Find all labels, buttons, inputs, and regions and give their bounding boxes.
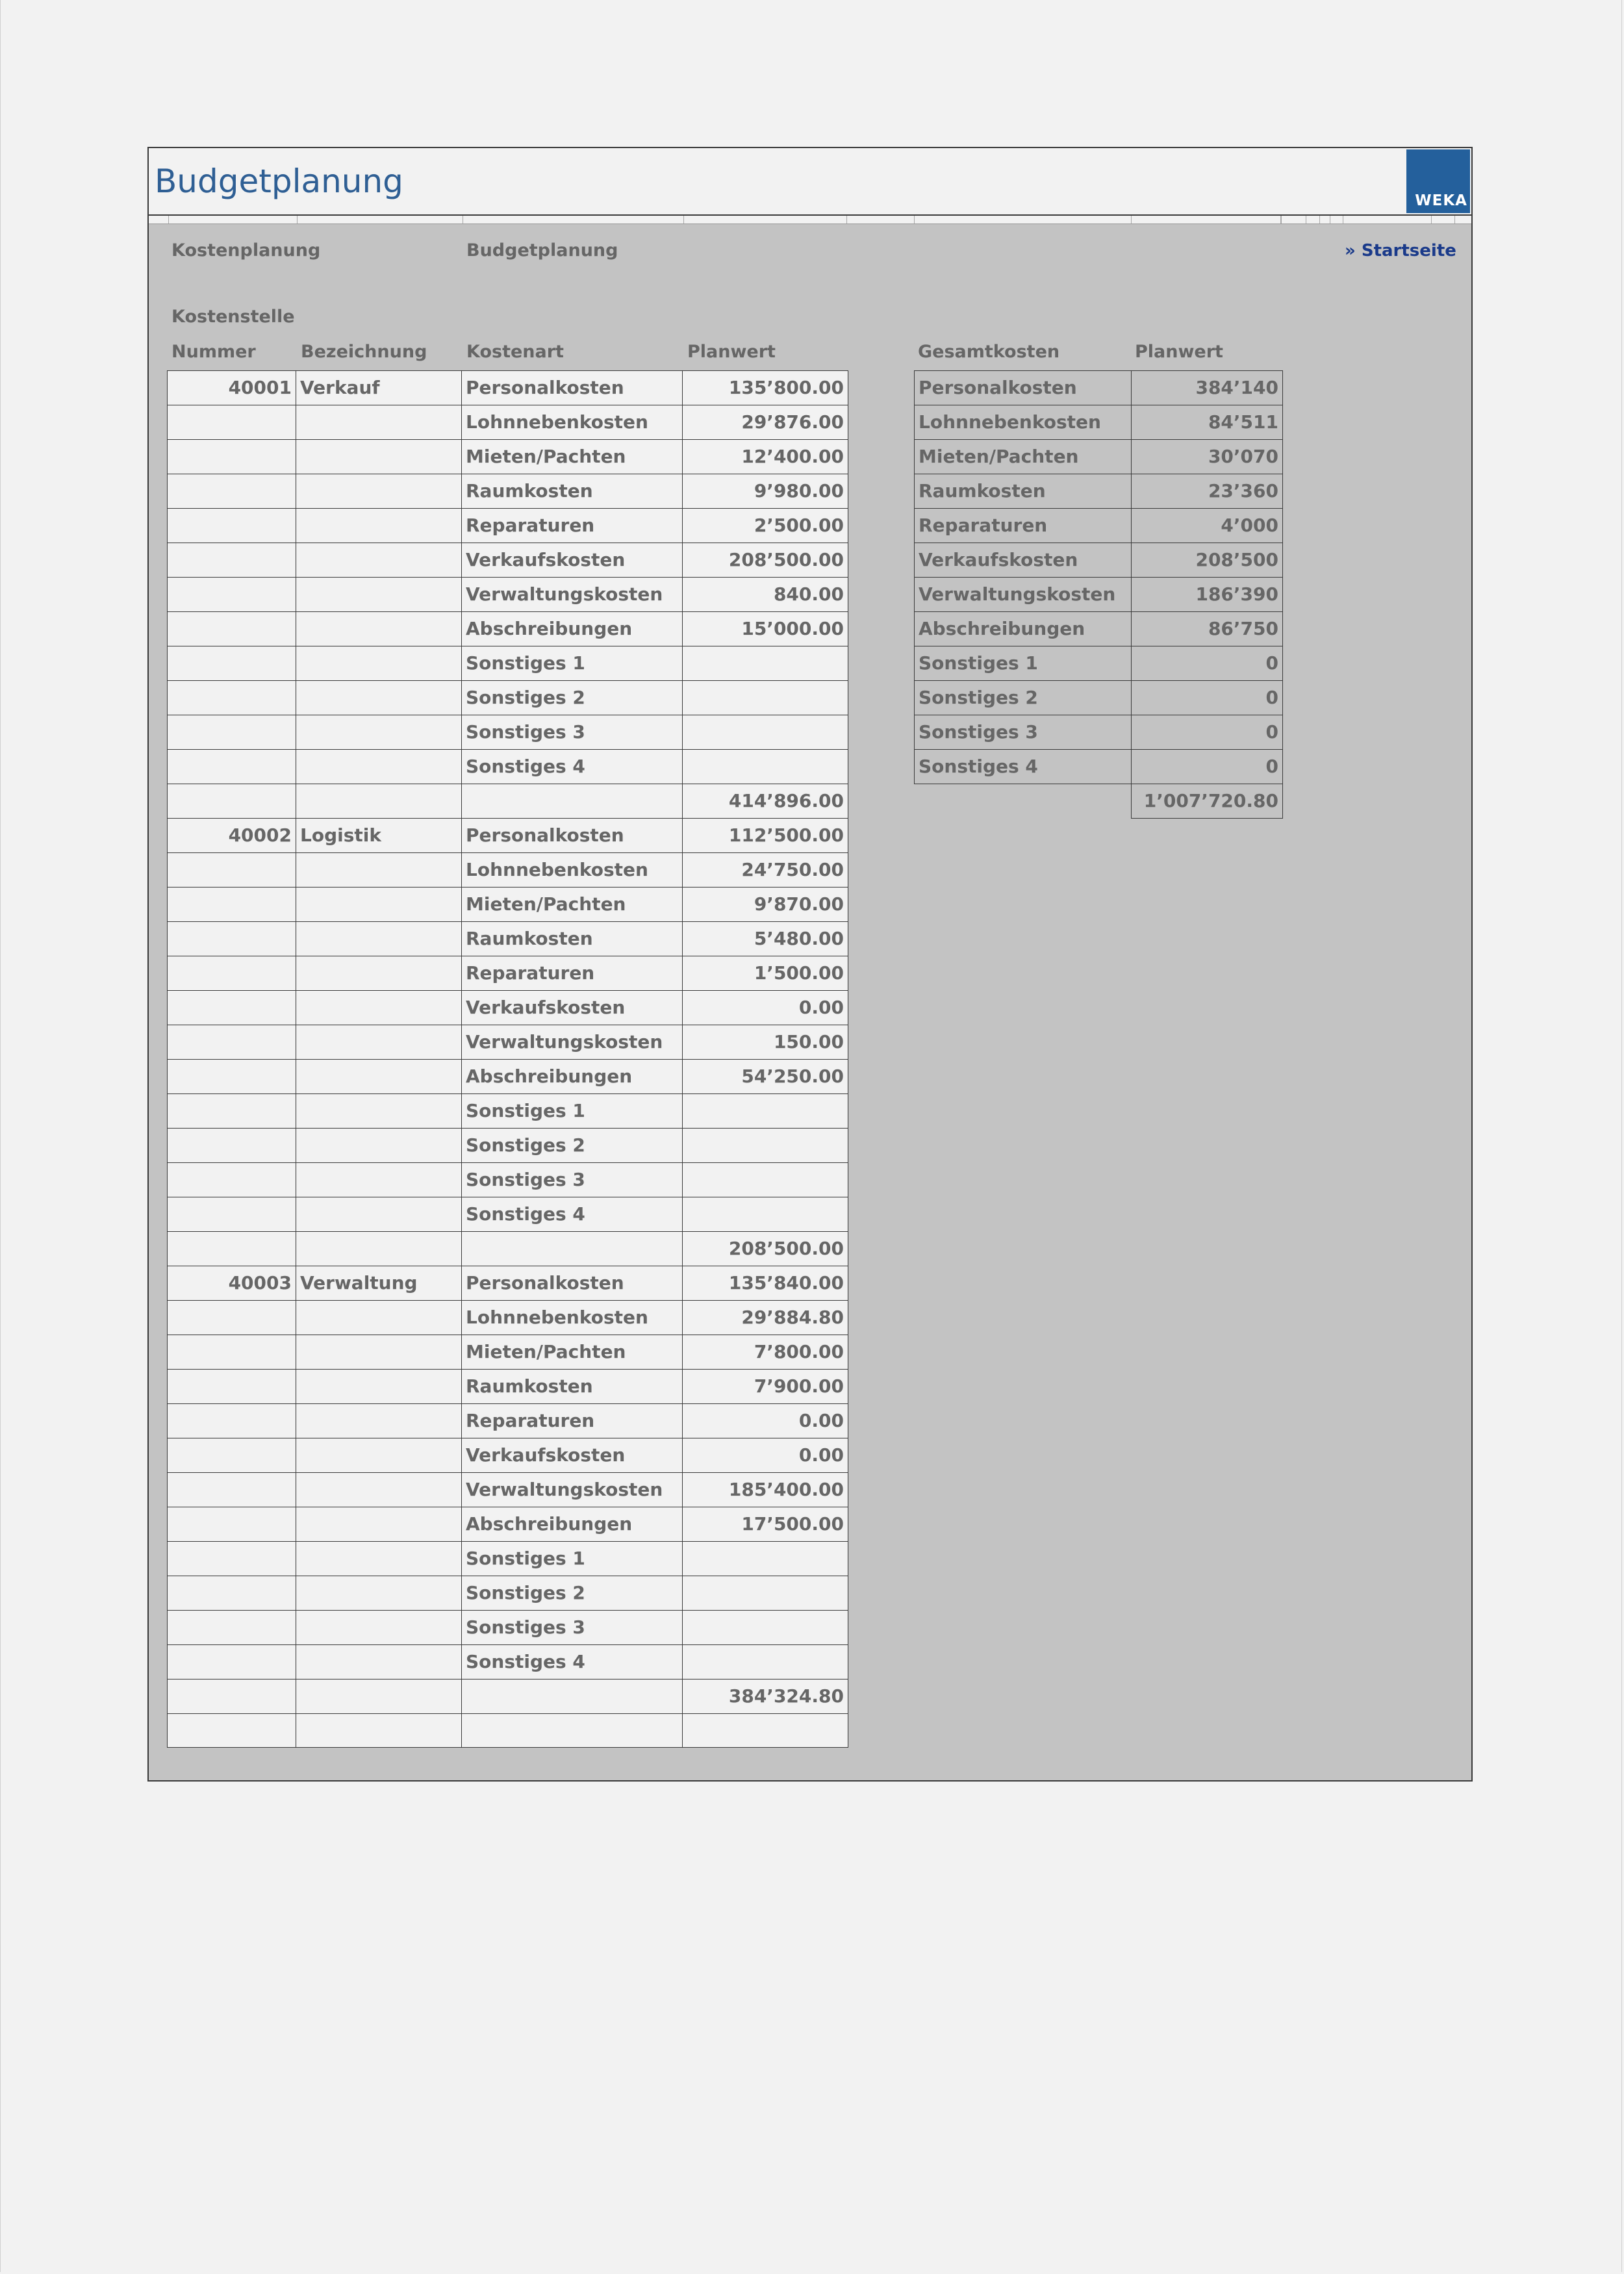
bezeichnung-cell[interactable] (296, 612, 462, 646)
planwert-cell[interactable]: 54’250.00 (683, 1060, 848, 1094)
planwert-cell[interactable] (683, 750, 848, 784)
nummer-cell[interactable] (168, 578, 296, 612)
kostenart-cell: Verwaltungskosten (462, 578, 683, 612)
table-row (168, 509, 848, 543)
nummer-cell[interactable] (168, 853, 296, 888)
total-planwert-cell: 84’511 (1132, 405, 1283, 440)
subtotal-cell: 414’896.00 (683, 784, 848, 819)
total-row (915, 681, 1283, 715)
kostenart-cell: Raumkosten (462, 922, 683, 956)
total-row (915, 440, 1283, 474)
nummer-cell[interactable]: 40001 (168, 371, 296, 405)
planwert-cell[interactable]: 208’500.00 (683, 543, 848, 578)
planwert-cell[interactable]: 17’500.00 (683, 1507, 848, 1542)
bezeichnung-cell[interactable] (296, 474, 462, 509)
nummer-cell[interactable] (168, 1645, 296, 1680)
bezeichnung-cell[interactable] (296, 1060, 462, 1094)
subtotal-cell: 208’500.00 (683, 1232, 848, 1266)
page-title: Budgetplanung (155, 162, 403, 200)
weka-logo (1406, 149, 1470, 213)
bezeichnung-cell[interactable] (296, 750, 462, 784)
bezeichnung-cell[interactable] (296, 1611, 462, 1645)
kostenart-cell: Sonstiges 3 (462, 715, 683, 750)
planwert-cell[interactable] (683, 715, 848, 750)
kostenart-cell: Abschreibungen (462, 1507, 683, 1542)
bezeichnung-cell[interactable] (296, 1507, 462, 1542)
column-header-kostenart: Kostenart (466, 342, 564, 362)
bezeichnung-cell[interactable] (296, 543, 462, 578)
planwert-cell[interactable] (683, 1576, 848, 1611)
total-planwert-cell: 0 (1132, 646, 1283, 681)
planwert-cell[interactable] (683, 1714, 848, 1748)
total-planwert-cell: 384’140 (1132, 371, 1283, 405)
bezeichnung-cell[interactable] (296, 1370, 462, 1404)
kostenart-cell: Reparaturen (462, 509, 683, 543)
kostenart-cell: Verkaufskosten (462, 1438, 683, 1473)
planwert-cell[interactable]: 7’800.00 (683, 1335, 848, 1370)
total-row (915, 612, 1283, 646)
kostenart-cell: Verkaufskosten (462, 991, 683, 1025)
kostenart-cell: Personalkosten (462, 819, 683, 853)
total-row (915, 405, 1283, 440)
total-kostenart-cell: Personalkosten (915, 371, 1132, 405)
nummer-cell[interactable] (168, 888, 296, 922)
kostenart-cell: Sonstiges 1 (462, 1094, 683, 1129)
kostenart-cell (462, 1680, 683, 1714)
kostenart-cell: Raumkosten (462, 1370, 683, 1404)
nummer-cell[interactable] (168, 1301, 296, 1335)
bezeichnung-cell[interactable] (296, 681, 462, 715)
bezeichnung-cell[interactable] (296, 405, 462, 440)
total-kostenart-cell: Abschreibungen (915, 612, 1132, 646)
table-row (168, 922, 848, 956)
table-row (168, 1473, 848, 1507)
budget-sheet (147, 147, 1473, 1782)
kostenart-cell: Sonstiges 2 (462, 1129, 683, 1163)
table-row (168, 1266, 848, 1301)
bezeichnung-cell[interactable] (296, 1404, 462, 1438)
planwert-cell[interactable] (683, 646, 848, 681)
total-kostenart-cell: Raumkosten (915, 474, 1132, 509)
planwert-cell[interactable]: 150.00 (683, 1025, 848, 1060)
total-planwert-cell: 0 (1132, 750, 1283, 784)
nummer-cell[interactable]: 40003 (168, 1266, 296, 1301)
planwert-cell[interactable]: 7’900.00 (683, 1370, 848, 1404)
planwert-cell[interactable] (683, 1611, 848, 1645)
nummer-cell[interactable] (168, 1370, 296, 1404)
total-kostenart-cell: Lohnnebenkosten (915, 405, 1132, 440)
table-row (168, 956, 848, 991)
nummer-cell[interactable] (168, 1611, 296, 1645)
planwert-cell[interactable]: 29’876.00 (683, 405, 848, 440)
total-row (915, 750, 1283, 784)
planwert-cell[interactable]: 135’840.00 (683, 1266, 848, 1301)
planwert-cell[interactable] (683, 1094, 848, 1129)
kostenart-cell: Sonstiges 4 (462, 1645, 683, 1680)
nummer-cell[interactable] (168, 474, 296, 509)
bezeichnung-cell[interactable] (296, 1714, 462, 1748)
total-costs-table (914, 370, 1283, 819)
planwert-cell[interactable] (683, 1645, 848, 1680)
planwert-cell[interactable] (683, 1542, 848, 1576)
nummer-cell[interactable] (168, 1542, 296, 1576)
bezeichnung-cell[interactable] (296, 1473, 462, 1507)
planwert-cell[interactable]: 9’870.00 (683, 888, 848, 922)
subtotal-row (168, 784, 848, 819)
kostenart-cell: Personalkosten (462, 371, 683, 405)
nummer-cell[interactable] (168, 646, 296, 681)
table-row (168, 440, 848, 474)
kostenart-cell (462, 1232, 683, 1266)
table-row (168, 1576, 848, 1611)
table-row (168, 819, 848, 853)
nummer-cell[interactable] (168, 1473, 296, 1507)
nummer-cell[interactable] (168, 1129, 296, 1163)
kostenart-cell: Sonstiges 3 (462, 1163, 683, 1197)
nummer-cell[interactable] (168, 543, 296, 578)
total-planwert-cell: 86’750 (1132, 612, 1283, 646)
nummer-cell[interactable] (168, 1232, 296, 1266)
kostenart-cell: Sonstiges 1 (462, 646, 683, 681)
total-planwert-cell: 23’360 (1132, 474, 1283, 509)
nummer-cell[interactable] (168, 784, 296, 819)
kostenstelle-label: Kostenstelle (171, 307, 295, 327)
kostenart-cell: Lohnnebenkosten (462, 1301, 683, 1335)
nummer-cell[interactable] (168, 991, 296, 1025)
table-row (168, 474, 848, 509)
total-kostenart-cell: Sonstiges 3 (915, 715, 1132, 750)
bezeichnung-cell[interactable]: Verkauf (296, 371, 462, 405)
nummer-cell[interactable] (168, 1680, 296, 1714)
total-kostenart-cell: Sonstiges 4 (915, 750, 1132, 784)
table-row (168, 1370, 848, 1404)
total-planwert-cell: 0 (1132, 681, 1283, 715)
planwert-cell[interactable]: 135’800.00 (683, 371, 848, 405)
nummer-cell[interactable] (168, 922, 296, 956)
column-header-strip (149, 216, 1471, 224)
bezeichnung-cell[interactable] (296, 1197, 462, 1232)
nummer-cell[interactable] (168, 1094, 296, 1129)
table-row (168, 853, 848, 888)
kostenart-cell: Raumkosten (462, 474, 683, 509)
budgetplanung-label: Budgetplanung (466, 240, 618, 261)
column-header-nummer: Nummer (171, 342, 256, 362)
nummer-cell[interactable] (168, 1576, 296, 1611)
planwert-cell[interactable]: 24’750.00 (683, 853, 848, 888)
nummer-cell[interactable] (168, 1507, 296, 1542)
subtotal-row (168, 1232, 848, 1266)
table-row (168, 1645, 848, 1680)
nummer-cell[interactable] (168, 1025, 296, 1060)
planwert-cell[interactable]: 840.00 (683, 578, 848, 612)
bezeichnung-cell[interactable] (296, 1129, 462, 1163)
table-row (168, 1507, 848, 1542)
planwert-cell[interactable]: 1’500.00 (683, 956, 848, 991)
grand-total-spacer (915, 784, 1132, 819)
bezeichnung-cell[interactable] (296, 440, 462, 474)
kostenart-cell: Lohnnebenkosten (462, 405, 683, 440)
kostenart-cell: Sonstiges 4 (462, 1197, 683, 1232)
total-planwert-cell: 30’070 (1132, 440, 1283, 474)
table-row (168, 578, 848, 612)
bezeichnung-cell[interactable] (296, 1301, 462, 1335)
table-row (168, 681, 848, 715)
kostenart-cell: Mieten/Pachten (462, 440, 683, 474)
table-row (168, 1335, 848, 1370)
bezeichnung-cell[interactable] (296, 1335, 462, 1370)
grand-total-row (915, 784, 1283, 819)
total-costs-table-body (915, 371, 1283, 819)
total-kostenart-cell: Reparaturen (915, 509, 1132, 543)
total-planwert-cell: 208’500 (1132, 543, 1283, 578)
total-row (915, 371, 1283, 405)
empty-entry-row (168, 1714, 848, 1748)
bezeichnung-cell[interactable] (296, 784, 462, 819)
total-row (915, 509, 1283, 543)
cost-center-table-body (168, 371, 848, 1748)
table-row (168, 1611, 848, 1645)
nummer-cell[interactable] (168, 1060, 296, 1094)
planwert-cell[interactable]: 12’400.00 (683, 440, 848, 474)
nummer-cell[interactable] (168, 612, 296, 646)
column-header-gesamtkosten: Gesamtkosten (918, 342, 1060, 362)
planwert-cell[interactable] (683, 1197, 848, 1232)
bezeichnung-cell[interactable] (296, 1542, 462, 1576)
kostenart-cell: Mieten/Pachten (462, 888, 683, 922)
nummer-cell[interactable] (168, 681, 296, 715)
bezeichnung-cell[interactable]: Logistik (296, 819, 462, 853)
bezeichnung-cell[interactable] (296, 1025, 462, 1060)
kostenart-cell: Personalkosten (462, 1266, 683, 1301)
table-row (168, 543, 848, 578)
bezeichnung-cell[interactable] (296, 853, 462, 888)
subtotal-cell: 384’324.80 (683, 1680, 848, 1714)
bezeichnung-cell[interactable] (296, 1163, 462, 1197)
bezeichnung-cell[interactable] (296, 1094, 462, 1129)
total-kostenart-cell: Sonstiges 2 (915, 681, 1132, 715)
total-planwert-cell: 186’390 (1132, 578, 1283, 612)
table-row (168, 1163, 848, 1197)
nummer-cell[interactable] (168, 1335, 296, 1370)
table-row (168, 646, 848, 681)
kostenart-cell: Reparaturen (462, 1404, 683, 1438)
planwert-cell[interactable] (683, 1163, 848, 1197)
bezeichnung-cell[interactable] (296, 509, 462, 543)
bezeichnung-cell[interactable] (296, 1680, 462, 1714)
total-kostenart-cell: Verkaufskosten (915, 543, 1132, 578)
nummer-cell[interactable] (168, 750, 296, 784)
bezeichnung-cell[interactable] (296, 646, 462, 681)
kostenart-cell: Sonstiges 1 (462, 1542, 683, 1576)
table-row (168, 1060, 848, 1094)
nummer-cell[interactable] (168, 715, 296, 750)
nummer-cell[interactable] (168, 1404, 296, 1438)
kostenart-cell: Reparaturen (462, 956, 683, 991)
kostenart-cell: Sonstiges 2 (462, 681, 683, 715)
total-row (915, 543, 1283, 578)
table-row (168, 991, 848, 1025)
planwert-cell[interactable]: 112’500.00 (683, 819, 848, 853)
planwert-cell[interactable]: 2’500.00 (683, 509, 848, 543)
nummer-cell[interactable] (168, 509, 296, 543)
bezeichnung-cell[interactable] (296, 991, 462, 1025)
total-planwert-cell: 4’000 (1132, 509, 1283, 543)
nummer-cell[interactable]: 40002 (168, 819, 296, 853)
kostenart-cell: Abschreibungen (462, 612, 683, 646)
table-row (168, 1404, 848, 1438)
total-kostenart-cell: Mieten/Pachten (915, 440, 1132, 474)
kostenart-cell: Verwaltungskosten (462, 1025, 683, 1060)
kostenart-cell[interactable] (462, 1714, 683, 1748)
total-row (915, 474, 1283, 509)
kostenart-cell: Verwaltungskosten (462, 1473, 683, 1507)
nummer-cell[interactable] (168, 1197, 296, 1232)
bezeichnung-cell[interactable] (296, 1438, 462, 1473)
planwert-cell[interactable]: 5’480.00 (683, 922, 848, 956)
kostenart-cell: Verkaufskosten (462, 543, 683, 578)
nummer-cell[interactable] (168, 1438, 296, 1473)
kostenart-cell: Sonstiges 3 (462, 1611, 683, 1645)
kostenart-cell: Abschreibungen (462, 1060, 683, 1094)
planwert-cell[interactable]: 185’400.00 (683, 1473, 848, 1507)
bezeichnung-cell[interactable] (296, 1576, 462, 1611)
bezeichnung-cell[interactable] (296, 956, 462, 991)
total-row (915, 646, 1283, 681)
column-header-planwert: Planwert (687, 342, 776, 362)
total-kostenart-cell: Sonstiges 1 (915, 646, 1132, 681)
table-row (168, 888, 848, 922)
kostenart-cell: Lohnnebenkosten (462, 853, 683, 888)
column-header-bezeichnung: Bezeichnung (301, 342, 427, 362)
bezeichnung-cell[interactable] (296, 1232, 462, 1266)
bezeichnung-cell[interactable] (296, 1645, 462, 1680)
kostenart-cell: Mieten/Pachten (462, 1335, 683, 1370)
table-row (168, 371, 848, 405)
planwert-cell[interactable]: 9’980.00 (683, 474, 848, 509)
bezeichnung-cell[interactable]: Verwaltung (296, 1266, 462, 1301)
weka-logo-text: WEKA (1415, 192, 1467, 209)
nummer-cell[interactable] (168, 440, 296, 474)
total-row (915, 578, 1283, 612)
subtotal-row (168, 1680, 848, 1714)
planwert-cell[interactable]: 29’884.80 (683, 1301, 848, 1335)
bezeichnung-cell[interactable] (296, 715, 462, 750)
table-row (168, 1438, 848, 1473)
sheet-header (149, 148, 1471, 216)
grand-total-cell: 1’007’720.80 (1132, 784, 1283, 819)
total-planwert-cell: 0 (1132, 715, 1283, 750)
table-row (168, 750, 848, 784)
planwert-cell[interactable]: 0.00 (683, 991, 848, 1025)
table-row (168, 715, 848, 750)
table-row (168, 1542, 848, 1576)
nummer-cell[interactable] (168, 1163, 296, 1197)
table-row (168, 405, 848, 440)
nummer-cell[interactable] (168, 1714, 296, 1748)
kostenart-cell: Sonstiges 2 (462, 1576, 683, 1611)
total-row (915, 715, 1283, 750)
kostenart-cell (462, 784, 683, 819)
bezeichnung-cell[interactable] (296, 578, 462, 612)
nummer-cell[interactable] (168, 956, 296, 991)
column-header-total-planwert: Planwert (1135, 342, 1223, 362)
kostenart-cell: Sonstiges 4 (462, 750, 683, 784)
kostenplanung-label: Kostenplanung (171, 240, 321, 261)
bezeichnung-cell[interactable] (296, 888, 462, 922)
total-kostenart-cell: Verwaltungskosten (915, 578, 1132, 612)
table-row (168, 1025, 848, 1060)
cost-center-table (167, 370, 848, 1748)
table-row (168, 1197, 848, 1232)
nummer-cell[interactable] (168, 405, 296, 440)
planwert-cell[interactable]: 0.00 (683, 1404, 848, 1438)
planwert-cell[interactable]: 15’000.00 (683, 612, 848, 646)
table-row (168, 1094, 848, 1129)
table-row (168, 612, 848, 646)
planwert-cell[interactable] (683, 681, 848, 715)
planwert-cell[interactable] (683, 1129, 848, 1163)
planwert-cell[interactable]: 0.00 (683, 1438, 848, 1473)
table-row (168, 1129, 848, 1163)
bezeichnung-cell[interactable] (296, 922, 462, 956)
startseite-link[interactable]: » Startseite (1345, 241, 1456, 261)
table-row (168, 1301, 848, 1335)
